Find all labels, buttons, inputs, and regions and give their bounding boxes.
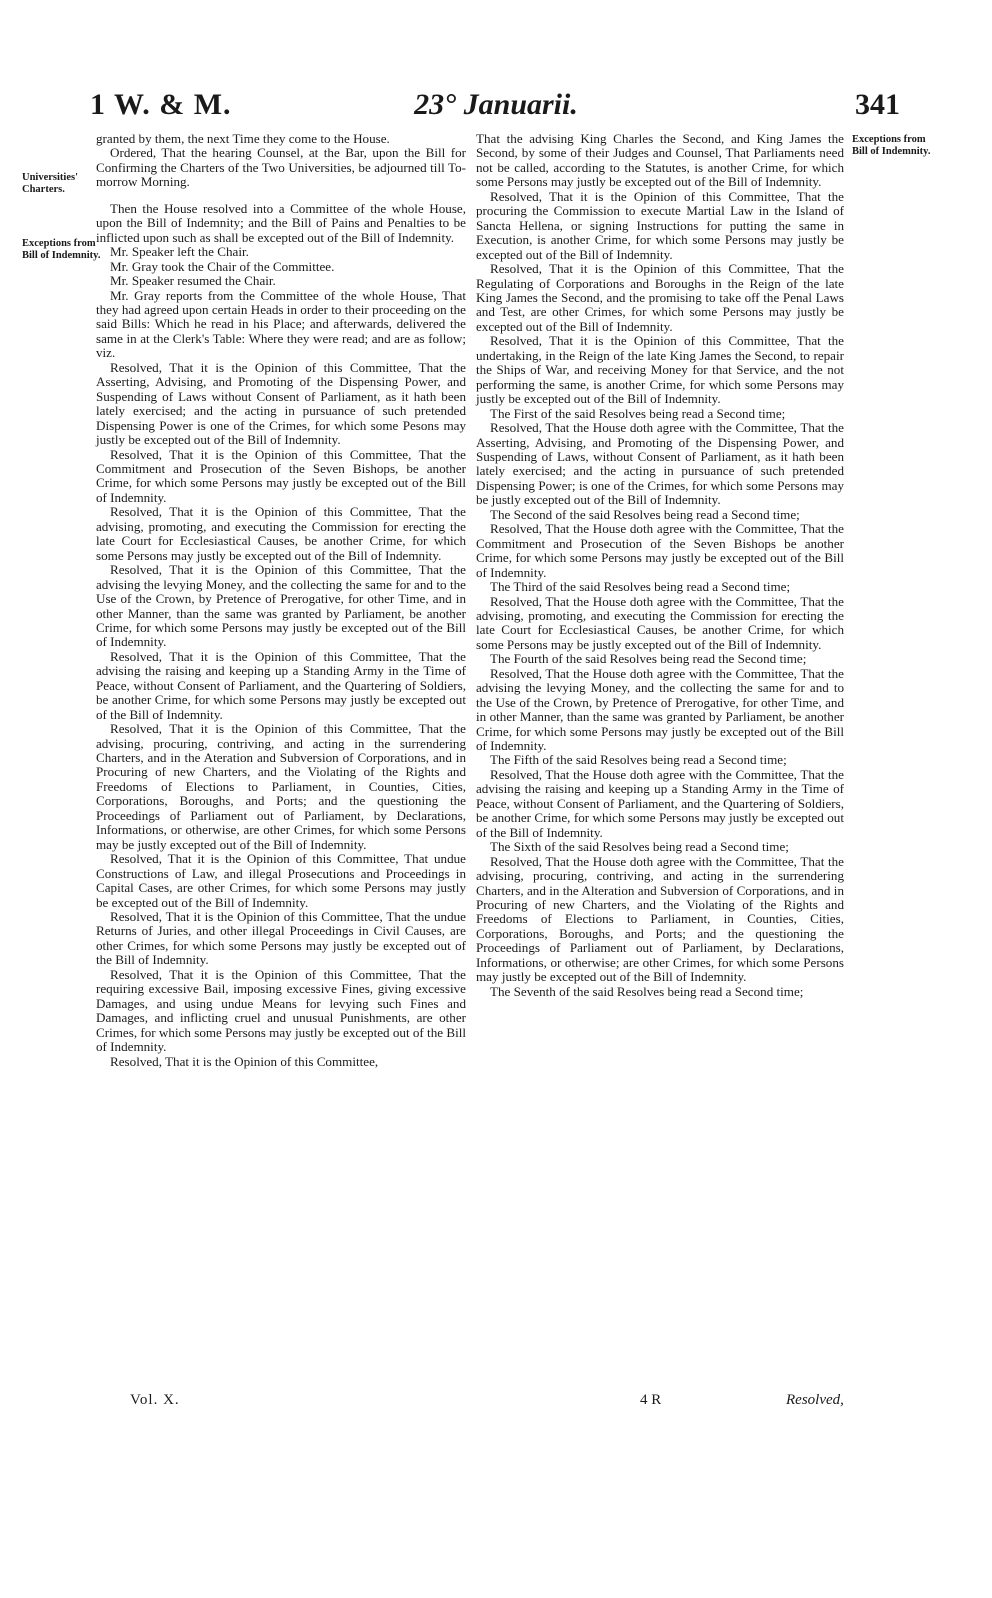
paragraph: Resolved, That it is the Opinion of this Committee, That the advising the raising and keeping up a Standing Army in the Time of Peace, without Consent of Parliament, and the Quartering of Soldiers, be another Crime, for which some Persons may justly be excepted out of the Bill of Indemnity. bbox=[96, 648, 466, 722]
paragraph: Resolved, That it is the Opinion of this Committee, That the advising, procuring, contriving, and acting in the surrendering Charters, and in the Ateration and Subversion of Corporations, and in Procuring of new Charters, and the Violating of the Rights and Freedoms of Elections to Parliament, in Counties, Cities, Corporations, Boroughs, and Ports; and the questioning the Proceedings of Parliament out of Parliament, by Declarations, Informations, or otherwise, are other Crimes, for which some Persons may be justly excepted out of the Bill of Indemnity. bbox=[96, 721, 466, 852]
paragraph: The Second of the said Resolves being read a Second time; bbox=[490, 506, 800, 522]
catchword: Resolved, bbox=[786, 1392, 844, 1408]
paragraph: The First of the said Resolves being read a Second time; bbox=[490, 405, 786, 421]
running-head-reign: 1 W. & M. bbox=[90, 88, 232, 121]
paragraph: Resolved, That it is the Opinion of this Committee, That the Regulating of Corporations and Boroughs in the Reign of the late King James the Second, and the promising to take off the Penal Laws and Test, are other Crimes, for which some Persons may justly be excepted out of the Bill of Indemnity. bbox=[476, 261, 844, 334]
paragraph: Resolved, That it is the Opinion of this Committee, That the Asserting, Advising, and Promoting of the Dispensing Power, and Suspending of Laws without Consent of Parliament, as it hath been lately exercised; and the acting in pursuance of such pretended Dispensing Power is one of the Crimes, for which some Pesons may justly be excepted out of the Bill of Indemnity. bbox=[96, 359, 466, 448]
right-column bbox=[476, 132, 844, 999]
paragraph: Mr. Gray took the Chair of the Committee. bbox=[110, 258, 335, 274]
paragraph: Resolved, That it is the Opinion of this Committee, That the undertaking, in the Reign of the late King James the Second, to repair the Ships of War, and receiving Money for that Service, and the not performing the same, is another Crime, for which some Persons may justly be excepted out of the Bill of Indemnity. bbox=[476, 333, 844, 407]
paragraph: Then the House resolved into a Committee of the whole House, upon the Bill of Indemnity; and the Bill of Pains and Penalties to be inflicted upon such as shall be excepted out of the Bill of Indemnity. bbox=[96, 200, 466, 245]
paragraph: Resolved, That the House doth agree with the Committee, That the advising the raising and keeping up a Standing Army in the Time of Peace, without Consent of Parliament, and the Quartering of Soldiers, be another Crime, for which some Persons may justly be excepted out of the Bill of Indemnity. bbox=[476, 766, 844, 840]
paragraph: Resolved, That it is the Opinion of this Committee, That the advising, promoting, and executing the Commission for erecting the late Court for Ecclesiastical Causes, be another Crime, for which some Persons may justly be excepted out of the Bill of Indemnity. bbox=[96, 504, 466, 563]
paragraph: Resolved, That the House doth agree with the Committee, That the Asserting, Advising, and Promoting of the Dispensing Power, and Suspending of Laws, without Consent of Parliament, as it hath been lately exercised; and the acting in pursuance of such pretended Dispensing Power; is one of the Crimes, for which some Persons may be justly excepted out of the Bill of Indemnity. bbox=[476, 420, 844, 508]
paragraph: Resolved, That it is the Opinion of this Committee, That the Commitment and Prosecution of the Seven Bishops, be another Crime, for which some Persons may justly be excepted out of the Bill of Indemnity. bbox=[96, 446, 466, 505]
paragraph: The Fourth of the said Resolves being read the Second time; bbox=[490, 651, 807, 667]
paragraph: Resolved, That the House doth agree with the Committee, That the advising, procuring, contriving, and acting in the surrendering Charters, and in the Alteration and Subversion of Corporations, and in Procuring of new Charters, and the Violating of the Rights and Freedoms of Elections to Parliament, in Counties, Cities, Corporations, Boroughs, and Ports; and the questioning the Proceedings of Parliament out of Parliament, by Declarations, Informations, or otherwise; are other Crimes, for which some Persons may justly be excepted out of the Bill of Indemnity. bbox=[476, 853, 844, 985]
paragraph: Mr. Speaker left the Chair. bbox=[110, 244, 249, 260]
margin-note-exceptions-left: Exceptions from Bill of Indemnity. bbox=[22, 238, 101, 261]
paragraph: Ordered, That the hearing Counsel, at the Bar, upon the Bill for Confirming the Charters of the Two Universities, be adjourned till To-morrow Morning. bbox=[96, 145, 466, 190]
paragraph: Resolved, That the House doth agree with the Committee, That the advising, promoting, and executing the Commission for erecting the late Court for Ecclesiastical Causes, be another Crime, for which some Persons may be justly excepted out of the Bill of Indemnity. bbox=[476, 593, 844, 652]
paragraph: granted by them, the next Time they come to the House. bbox=[96, 131, 390, 146]
volume-label: Vol. X. bbox=[130, 1392, 180, 1408]
paragraph: The Seventh of the said Resolves being read a Second time; bbox=[490, 983, 804, 999]
paragraph: Resolved, That it is the Opinion of this Committee, That undue Constructions of Law, and illegal Prosecutions and Proceedings in Capital Cases, are other Crimes, for which some Persons may justly be excepted out of the Bill of Indemnity. bbox=[96, 851, 466, 910]
signature-mark: 4 R bbox=[640, 1392, 662, 1408]
paragraph: The Third of the said Resolves being read a Second time; bbox=[490, 579, 791, 595]
paragraph: The Fifth of the said Resolves being read a Second time; bbox=[490, 752, 787, 768]
paragraph: That the advising King Charles the Second, and King James the Second, by some of their Judges and Counsel, That Parliaments need not be called, according to the Statutes, is another Crime, for which some Persons may justly be excepted out of the Bill of Indemnity. bbox=[476, 131, 844, 190]
paragraph: Resolved, That it is the Opinion of this Committee, That the procuring the Commission to execute Martial Law in the Island of Sancta Hellena, or signing Instructions for putting the same in Execution, is another Crime, for which some Persons may justly be excepted out of the Bill of Indemnity. bbox=[476, 188, 844, 262]
paragraph: Resolved, That it is the Opinion of this Committee, bbox=[110, 1053, 379, 1069]
left-column bbox=[96, 132, 466, 1069]
paragraph: Resolved, That it is the Opinion of this Committee, That the requiring excessive Bail, imposing excessive Fines, giving excessive Damages, and using undue Means for levying such Fines and Damages, and inflicting cruel and unusual Punishments, are other Crimes, for which some Persons may justly be excepted out of the Bill of Indemnity. bbox=[96, 966, 466, 1055]
paragraph: Mr. Gray reports from the Committee of the whole House, That they had agreed upon certain Heads in order to their proceeding on the said Bills: Which he read in his Place; and afterwards, delivered the same in at the Clerk's Table: Where they were read; and are as follow; viz. bbox=[96, 287, 466, 361]
paragraph: Resolved, That the House doth agree with the Committee, That the advising the levying Money, and the collecting the same for and to the Use of the Crown, by Pretence of Prerogative, for other Time, and in other Manner, than the same was granted by Parliament, be another Crime, for which some Persons may justly be excepted out of the Bill of Indemnity. bbox=[476, 665, 844, 754]
paragraph: Mr. Speaker resumed the Chair. bbox=[110, 273, 276, 289]
margin-note-universities: Universities' Charters. bbox=[22, 172, 78, 195]
paragraph: Resolved, That it is the Opinion of this Committee, That the advising the levying Money, and the collecting the same for and to the Use of the Crown, by Pretence of Prerogative, for other Time, and in other Manner, than the same was granted by Parliament, be another Crime, for which some Persons may justly be excepted out of the Bill of Indemnity. bbox=[96, 562, 466, 650]
paragraph: Resolved, That the House doth agree with the Committee, That the Commitment and Prosecution of the Seven Bishops be another Crime, for which some Persons may justly be excepted out of the Bill of Indemnity. bbox=[476, 521, 844, 580]
margin-note-exceptions-right: Exceptions from Bill of Indemnity. bbox=[852, 134, 931, 157]
running-head-date: 23° Januarii. bbox=[414, 88, 578, 121]
paragraph: The Sixth of the said Resolves being read a Second time; bbox=[490, 839, 789, 855]
page-number: 341 bbox=[855, 88, 900, 121]
paragraph: Resolved, That it is the Opinion of this Committee, That the undue Returns of Juries, and other illegal Proceedings in Civil Causes, are other Crimes, for which some Persons may justly be excepted out of the Bill of Indemnity. bbox=[96, 909, 466, 968]
